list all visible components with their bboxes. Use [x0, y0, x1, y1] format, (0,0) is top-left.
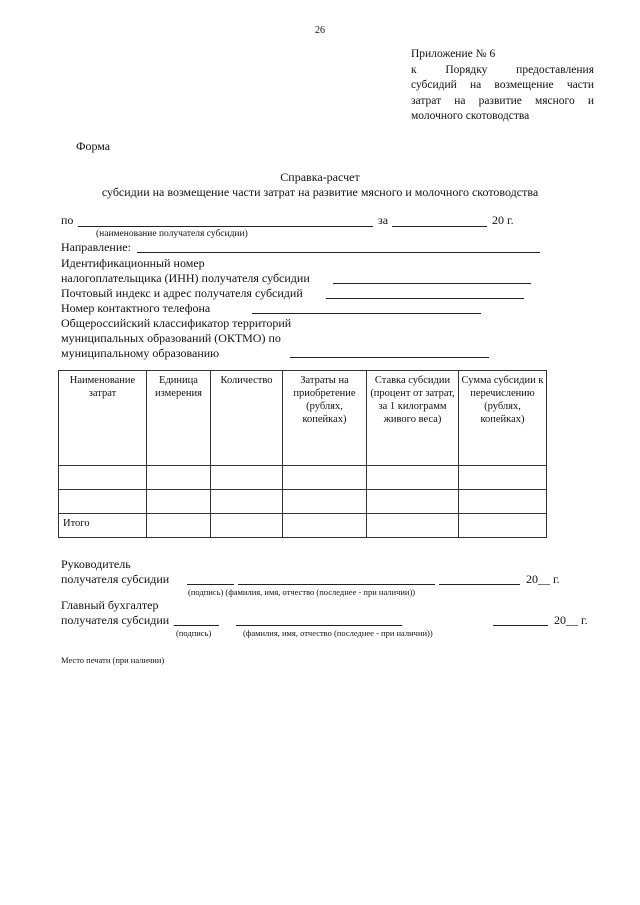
table-cell[interactable] — [459, 490, 547, 514]
oktmo-label-line2: муниципальных образований (ОКТМО) по — [61, 331, 281, 345]
head-name-field[interactable] — [238, 584, 435, 585]
table-cell[interactable] — [459, 514, 547, 538]
head-label-line1: Руководитель — [61, 557, 131, 571]
accountant-year-label: 20__ г. — [554, 613, 588, 627]
year-label: 20 г. — [492, 213, 514, 227]
column-header: Наименование затрат — [59, 371, 147, 466]
table-cell[interactable] — [367, 466, 459, 490]
appendix-line: к Порядку предоставления — [411, 63, 594, 76]
table-cell[interactable] — [59, 466, 147, 490]
accountant-label-line2: получателя субсидии — [61, 613, 170, 627]
table-header-row — [59, 371, 547, 466]
table-total-row — [59, 514, 547, 538]
table-cell[interactable] — [367, 514, 459, 538]
stamp-place-note: Место печати (при наличии) — [61, 655, 165, 665]
document-subtitle: субсидии на возмещение части затрат на развитие мясного и молочного скотоводства — [101, 185, 539, 199]
column-header: Сумма субсидии к перечислению (рублях, копейках) — [459, 371, 547, 466]
appendix-reference — [411, 47, 594, 125]
table-cell[interactable] — [147, 466, 211, 490]
za-label: за — [378, 213, 389, 227]
table-cell[interactable] — [283, 514, 367, 538]
address-label: Почтовый индекс и адрес получателя субсидий — [61, 286, 303, 300]
accountant-label-line1: Главный бухгалтер — [61, 598, 159, 612]
table-row — [59, 490, 547, 514]
accountant-date-field[interactable] — [493, 625, 548, 626]
table-cell[interactable] — [459, 466, 547, 490]
direction-label: Направление: — [61, 240, 131, 254]
inn-label-line2: налогоплательщика (ИНН) получателя субсидии — [61, 271, 310, 285]
appendix-line: затрат на развитие мясного и — [411, 94, 594, 107]
phone-label: Номер контактного телефона — [61, 301, 211, 315]
table-cell[interactable] — [147, 490, 211, 514]
oktmo-field[interactable] — [290, 357, 489, 358]
table-cell[interactable] — [59, 490, 147, 514]
head-year-label: 20__ г. — [526, 572, 560, 586]
po-label: по — [61, 213, 74, 227]
recipient-name-field[interactable] — [78, 226, 373, 227]
inn-label-line1: Идентификационный номер — [61, 256, 205, 270]
phone-field[interactable] — [252, 313, 481, 314]
accountant-hint-name: (фамилия, имя, отчество (последнее - при наличии)) — [243, 628, 433, 638]
page-number: 26 — [315, 25, 325, 36]
column-header: Ставка субсидии (процент от затрат, за 1 килограмм живого веса) — [367, 371, 459, 466]
table-cell[interactable] — [211, 490, 283, 514]
appendix-line: субсидий на возмещение части — [411, 79, 594, 91]
head-hint: (подпись) (фамилия, имя, отчество (последнее - при наличии)) — [188, 587, 416, 597]
appendix-line: молочного скотоводства — [411, 110, 530, 122]
accountant-hint-signature: (подпись) — [176, 628, 212, 638]
direction-field[interactable] — [137, 252, 540, 253]
total-label: Итого — [59, 514, 147, 538]
column-header: Единица измерения — [147, 371, 211, 466]
table-cell[interactable] — [147, 514, 211, 538]
recipient-hint: (наименование получателя субсидии) — [96, 229, 248, 239]
column-header: Затраты на приобретение (рублях, копейках) — [283, 371, 367, 466]
head-date-field[interactable] — [439, 584, 520, 585]
form-label: Форма — [76, 139, 111, 153]
accountant-name-field[interactable] — [236, 625, 402, 626]
table-cell[interactable] — [367, 490, 459, 514]
table-cell[interactable] — [211, 466, 283, 490]
head-signature-field[interactable] — [187, 584, 234, 585]
oktmo-label-line3: муниципальному образованию — [61, 346, 220, 360]
inn-field[interactable] — [333, 283, 531, 284]
oktmo-label-line1: Общероссийский классификатор территорий — [61, 316, 292, 330]
accountant-signature-field[interactable] — [174, 625, 219, 626]
table-cell[interactable] — [283, 490, 367, 514]
table-cell[interactable] — [211, 514, 283, 538]
calculation-table — [58, 370, 547, 538]
appendix-line: Приложение № 6 — [411, 48, 496, 60]
head-label-line2: получателя субсидии — [61, 572, 170, 586]
address-field[interactable] — [326, 298, 524, 299]
period-field[interactable] — [392, 226, 487, 227]
table-row — [59, 466, 547, 490]
document-title: Справка-расчет — [280, 170, 360, 184]
column-header: Количество — [211, 371, 283, 466]
table-cell[interactable] — [283, 466, 367, 490]
